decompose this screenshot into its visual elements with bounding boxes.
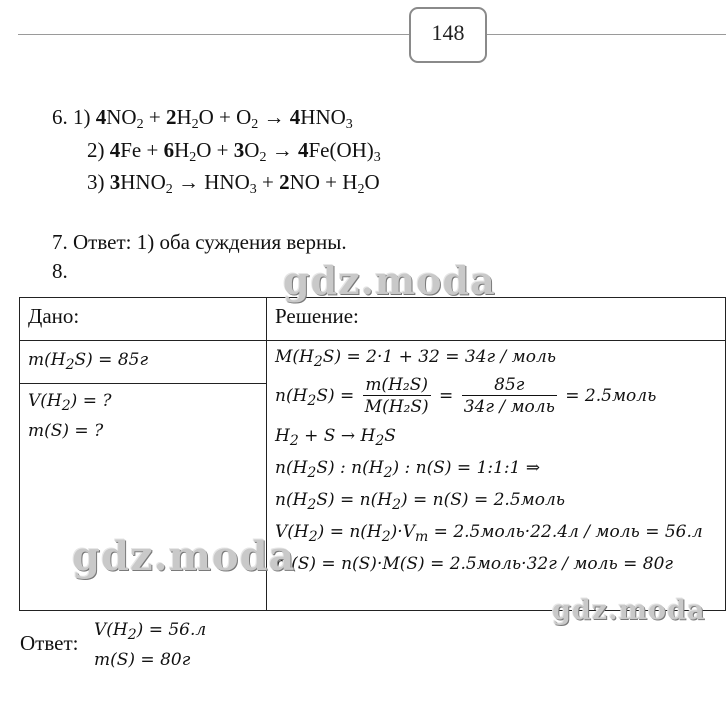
- answer-sulfur-mass: m(S) = 80г: [94, 650, 191, 670]
- solution-cell: [267, 341, 726, 611]
- page-number: 148: [409, 7, 487, 63]
- solution-volume: $V(H_2) = n(H_2)\cdot V_m$ = 2.5моль·22.4л / моль = 56.л: [275, 522, 703, 545]
- given-volume: $V(H_2)$ = ?: [28, 391, 112, 414]
- task6-line2: 2) $4Fe + 6H_2O + 3O_2 \to 4Fe(OH)_3$: [87, 138, 381, 165]
- given-mass-cell: [20, 341, 267, 384]
- solution-equal-moles: $n(H_2S) = n(H_2) = n(S)$ = 2.5моль: [275, 490, 566, 513]
- solution-molar-mass: $M(H_2S) = 2\cdot 1 + 32 = 34г$ / моль: [275, 347, 557, 370]
- answer-values: [94, 615, 206, 675]
- given-mass: $m(H_2S) = 85г$: [28, 350, 149, 373]
- task8-number: 8.: [52, 259, 68, 283]
- given-header: Дано:: [20, 298, 267, 341]
- solution-sulfur-mass: m(S) = n(S)·M(S) = 2.5моль·32г / моль = 80г: [275, 554, 674, 574]
- solution-reaction: $H_2 + S \to H_2S$: [275, 426, 396, 449]
- header-rule-right: [485, 34, 726, 35]
- fraction-values: $\frac{85г}{\text{34г / моль}}$: [463, 375, 555, 417]
- task6-number: 6.: [52, 105, 68, 129]
- given-sulfur-mass: m(S) = ?: [28, 421, 104, 441]
- watermark-middle: gdz.moda: [72, 533, 296, 580]
- solution-moles: $n(H_2S)$ = $\frac{\text{m(H₂S)}}{\text{M(H₂S)}}$ = $\frac{85г}{\text{34г / моль}}$ = 2.5моль: [275, 375, 657, 417]
- task7-answer: 7. Ответ: 1) оба суждения верны.: [52, 230, 347, 254]
- fraction-mass-over-molar: $\frac{\text{m(H₂S)}}{\text{M(H₂S)}}$: [364, 375, 429, 417]
- header-rule-left: [18, 34, 409, 35]
- task6-line1: 6. 1) $4NO_2 + 2H_2O + O_2 \to 4HNO_3$: [52, 105, 353, 132]
- answer-volume: $V(H_2) = 56.л$: [94, 620, 207, 643]
- answer-label: Ответ:: [20, 631, 79, 655]
- task6-line3: 3) $3HNO_2 \to HNO_3 + 2NO + H_2O$: [87, 170, 380, 197]
- watermark-top: gdz.moda: [283, 258, 496, 303]
- solution-ratio: $n(H_2S)$ : $n(H_2)$ : n(S) = 1:1:1 ⇒: [275, 458, 541, 481]
- watermark-bottom: gdz.moda: [552, 595, 706, 626]
- solution-header: Решение:: [267, 298, 726, 341]
